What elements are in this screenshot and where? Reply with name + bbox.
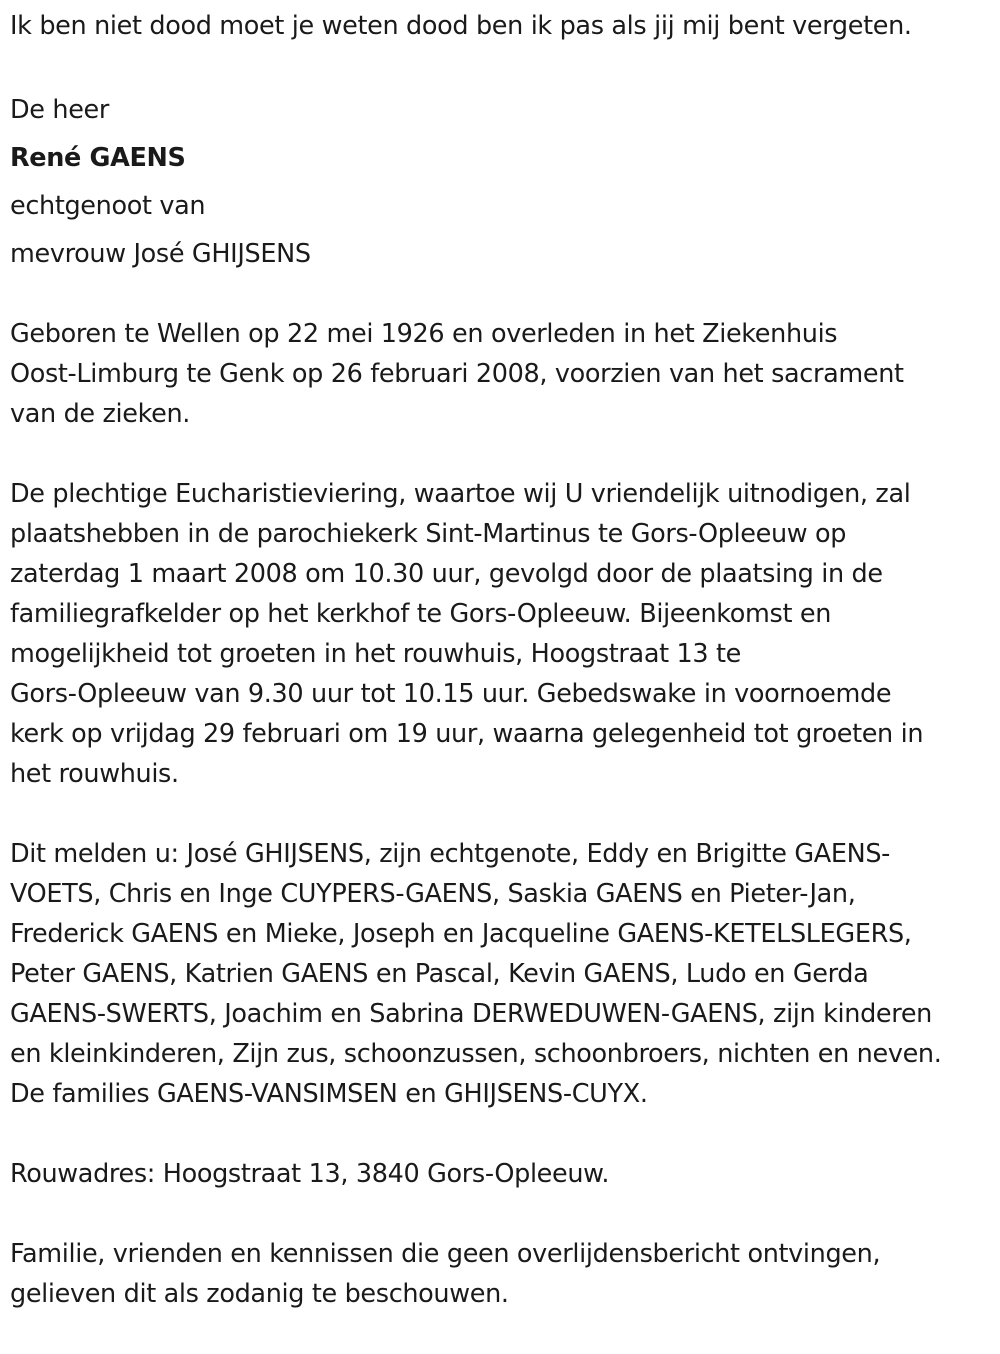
text-line: Frederick GAENS en Mieke, Joseph en Jacqueline GAENS-KETELSLEGERS,: [10, 919, 912, 949]
text-line: zaterdag 1 maart 2008 om 10.30 uur, gevolgd door de plaatsing in de: [10, 559, 883, 589]
motto-text: Ik ben niet dood moet je weten dood ben ik pas als jij mij bent vergeten.: [10, 11, 912, 41]
text-line: en kleinkinderen, Zijn zus, schoonzussen, schoonbroers, nichten en neven.: [10, 1039, 942, 1069]
text-line: Geboren te Wellen op 22 mei 1926 en overleden in het Ziekenhuis: [10, 319, 838, 349]
text-line: familiegrafkelder op het kerkhof te Gors-Opleeuw. Bijeenkomst en: [10, 599, 832, 629]
text-line: Dit melden u: José GHIJSENS, zijn echtgenote, Eddy en Brigitte GAENS-: [10, 839, 891, 869]
deceased-name: René GAENS: [10, 143, 186, 173]
title-prefix: De heer: [10, 95, 110, 125]
text-line: gelieven dit als zodanig te beschouwen.: [10, 1279, 509, 1309]
family-paragraph: [10, 834, 994, 1114]
text-line: plaatshebben in de parochiekerk Sint-Martinus te Gors-Opleeuw op: [10, 519, 847, 549]
text-line: Peter GAENS, Katrien GAENS en Pascal, Kevin GAENS, Ludo en Gerda: [10, 959, 869, 989]
text-line: GAENS-SWERTS, Joachim en Sabrina DERWEDUWEN-GAENS, zijn kinderen: [10, 999, 932, 1029]
relation-text: echtgenoot van: [10, 191, 206, 221]
text-line: mogelijkheid tot groeten in het rouwhuis, Hoogstraat 13 te: [10, 639, 742, 669]
text-line: De plechtige Eucharistieviering, waartoe wij U vriendelijk uitnodigen, zal: [10, 479, 911, 509]
spouse-name: mevrouw José GHIJSENS: [10, 239, 311, 269]
text-line: het rouwhuis.: [10, 759, 179, 789]
text-line: kerk op vrijdag 29 februari om 19 uur, waarna gelegenheid tot groeten in: [10, 719, 924, 749]
ceremony-paragraph: [10, 474, 994, 794]
text-line: Oost-Limburg te Genk op 26 februari 2008, voorzien van het sacrament: [10, 359, 904, 389]
closing-paragraph: [10, 1234, 994, 1314]
mourning-address: Rouwadres: Hoogstraat 13, 3840 Gors-Opleeuw.: [10, 1159, 610, 1189]
text-line: van de zieken.: [10, 399, 191, 429]
text-line: Familie, vrienden en kennissen die geen overlijdensbericht ontvingen,: [10, 1239, 881, 1269]
motto-paragraph: [10, 6, 994, 46]
text-line: De families GAENS-VANSIMSEN en GHIJSENS-CUYX.: [10, 1079, 648, 1109]
text-line: Gors-Opleeuw van 9.30 uur tot 10.15 uur. Gebedswake in voornoemde: [10, 679, 892, 709]
address-paragraph: [10, 1154, 994, 1194]
obituary-notice: [10, 6, 994, 1354]
birth-death-paragraph: [10, 314, 994, 434]
text-line: VOETS, Chris en Inge CUYPERS-GAENS, Saskia GAENS en Pieter-Jan,: [10, 879, 856, 909]
deceased-header: [10, 86, 994, 278]
